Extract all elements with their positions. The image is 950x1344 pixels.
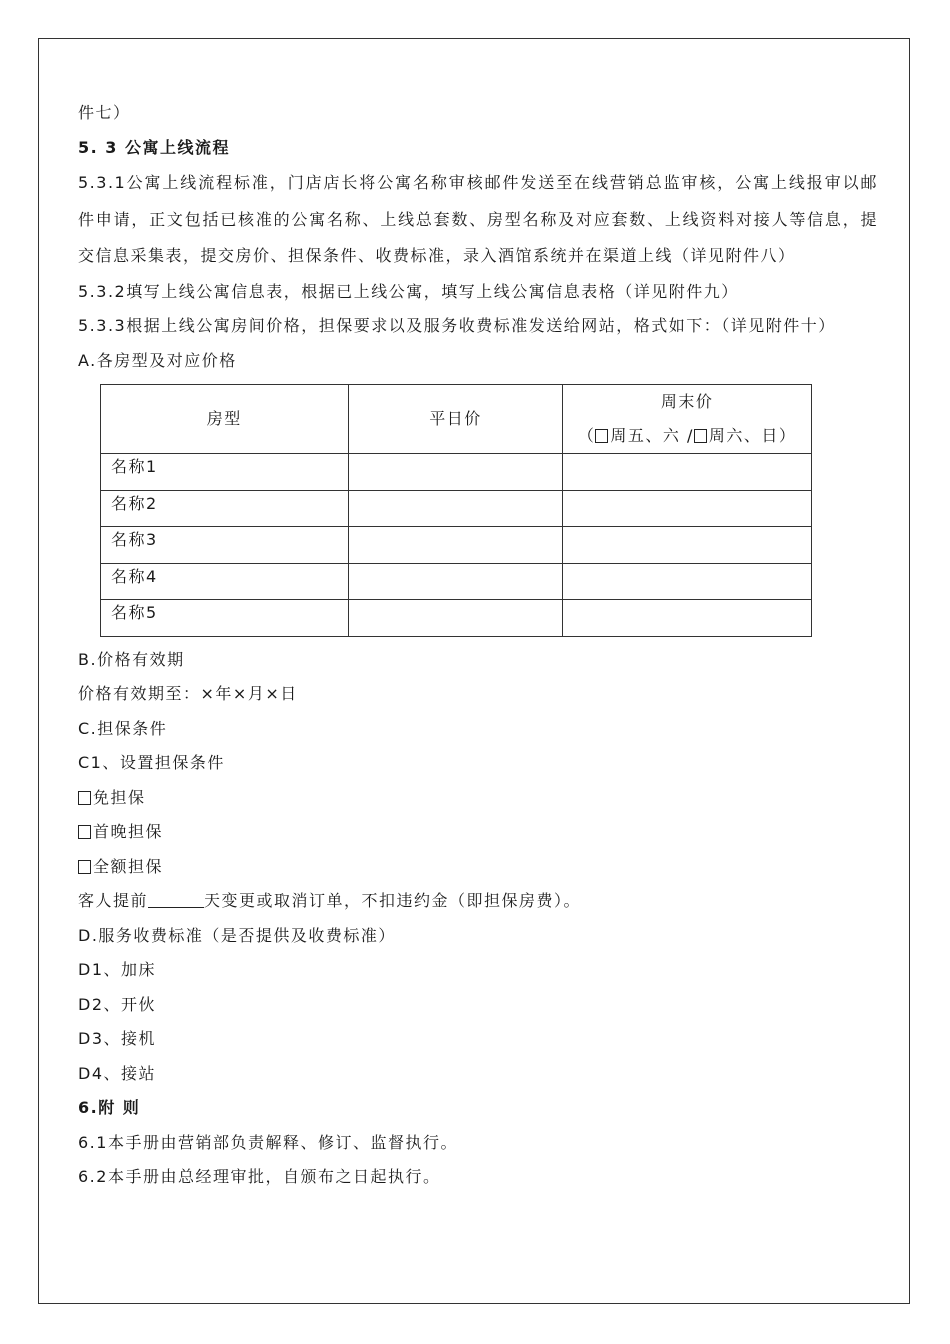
cancellation-prefix: 客人提前 [78, 891, 149, 910]
table-header-row [101, 385, 812, 454]
table-row [101, 600, 812, 637]
option-full-guarantee [78, 850, 878, 885]
table-row [101, 527, 812, 564]
weekend-price-cell[interactable] [563, 490, 812, 527]
section-5-3-heading: 5. 3 公寓上线流程 [78, 137, 230, 157]
d4-item: D4、接站 [78, 1063, 157, 1083]
price-table [100, 384, 812, 637]
room-name-cell: 名称1 [101, 454, 349, 491]
option-first-night-label: 首晚担保 [93, 822, 164, 841]
continued-text: 件七） [78, 103, 131, 122]
weekend-price-cell[interactable] [563, 563, 812, 600]
cancellation-policy [78, 884, 878, 919]
room-name-cell: 名称2 [101, 490, 349, 527]
section-6-heading: 6.附 则 [78, 1098, 141, 1117]
room-name-cell: 名称3 [101, 527, 349, 564]
d3-item: D3、接机 [78, 1029, 157, 1048]
header-weekend-price [563, 385, 812, 454]
checkbox-fri-sat[interactable] [595, 429, 608, 443]
paragraph-5-3-1: 5.3.1公寓上线流程标准，门店店长将公寓名称审核邮件发送至在线营销总监审核，公寓上线报审以邮件申请，正文包括已核准的公寓名称、上线总套数、房型名称及对应套数、上线资料对接人等信息，提交信息采集表，提交房价、担保条件、收费标准，录入酒馆系统并在渠道上线（详见附件八） [78, 173, 878, 265]
weekend-option-sat-sun: 周六、日） [708, 426, 797, 445]
d2-item: D2、开伙 [78, 994, 157, 1014]
paragraph-6-1: 6.1本手册由营销部负责解释、修订、监督执行。 [78, 1132, 458, 1152]
weekday-price-cell[interactable] [348, 490, 563, 527]
checkbox-first-night-guarantee[interactable] [78, 825, 91, 839]
paragraph-5-3-2: 5.3.2填写上线公寓信息表，根据已上线公寓，填写上线公寓信息表格（详见附件九） [78, 281, 739, 301]
price-valid-until: 价格有效期至：×年×月×日 [78, 684, 298, 703]
weekend-price-cell[interactable] [563, 454, 812, 491]
section-d-heading: D.服务收费标准（是否提供及收费标准） [78, 925, 396, 945]
weekday-price-cell[interactable] [348, 563, 563, 600]
table-row [101, 490, 812, 527]
c1-heading: C1、设置担保条件 [78, 753, 225, 772]
weekday-price-cell[interactable] [348, 527, 563, 564]
table-row [101, 454, 812, 491]
header-weekend-title: 周末价 [660, 392, 714, 411]
checkbox-full-guarantee[interactable] [78, 860, 91, 874]
option-full-guarantee-label: 全额担保 [93, 856, 164, 876]
header-weekday-price: 平日价 [348, 385, 563, 454]
weekday-price-cell[interactable] [348, 454, 563, 491]
paragraph-6-2: 6.2本手册由总经理审批，自颁布之日起执行。 [78, 1167, 441, 1186]
weekend-price-cell[interactable] [563, 527, 812, 564]
days-blank-field[interactable] [148, 891, 204, 908]
room-name-cell: 名称5 [101, 600, 349, 637]
cancellation-suffix: 天变更或取消订单，不扣违约金（即担保房费）。 [204, 891, 582, 910]
checkbox-free-guarantee[interactable] [78, 791, 91, 805]
section-b-heading: B.价格有效期 [78, 649, 185, 669]
paragraph-5-3-3: 5.3.3根据上线公寓房间价格，担保要求以及服务收费标准发送给网站，格式如下：（详见附件十） [78, 316, 836, 335]
document-body [78, 96, 878, 1195]
section-a-heading: A.各房型及对应价格 [78, 350, 237, 370]
header-weekend-open: （ [577, 426, 596, 445]
option-free-guarantee-label: 免担保 [93, 787, 146, 807]
price-table-wrapper [100, 384, 878, 637]
header-room-type: 房型 [101, 385, 349, 454]
header-weekend-options [563, 419, 811, 453]
option-first-night-guarantee [78, 815, 878, 850]
section-c-heading: C.担保条件 [78, 718, 168, 738]
room-name-cell: 名称4 [101, 563, 349, 600]
checkbox-sat-sun[interactable] [694, 429, 707, 443]
option-free-guarantee [78, 781, 878, 816]
table-row [101, 563, 812, 600]
weekend-option-fri-sat: 周五、六 / [610, 426, 694, 445]
d1-item: D1、加床 [78, 960, 157, 979]
weekday-price-cell[interactable] [348, 600, 563, 637]
weekend-price-cell[interactable] [563, 600, 812, 637]
